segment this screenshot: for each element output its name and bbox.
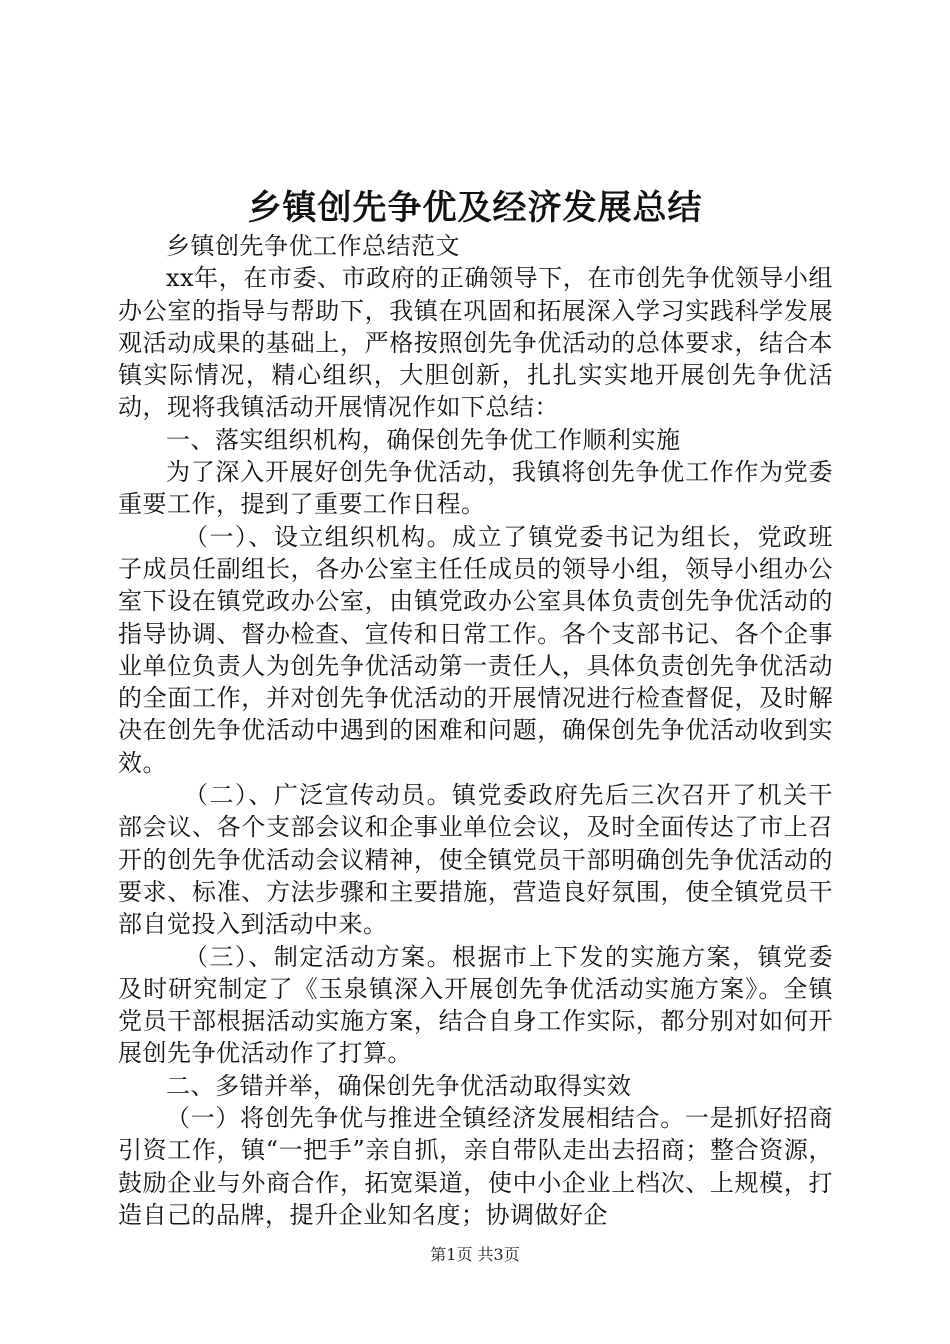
intro-paragraph: xx年，在市委、市政府的正确领导下，在市创先争优领导小组办公室的指导与帮助下，我镇在巩固和拓展深入学习实践科学发展观活动成果的基础上，严格按照创先争优活动的总体要求，结合本镇实际情况，精心组织，大胆创新，扎扎实实地开展创先争优活动，现将我镇活动开展情况作如下总结： [118,264,833,422]
document-title: 乡镇创先争优及经济发展总结 [247,188,703,228]
section-1-item-3-paragraph: （三）、制定活动方案。根据市上下发的实施方案，镇党委及时研究制定了《玉泉镇深入开展创先争优活动实施方案》。全镇党员干部根据活动实施方案，结合自身工作实际，都分别对如何开展创先争优活动作了打算。 [118,942,833,1068]
subtitle-paragraph: 乡镇创先争优工作总结范文 [166,232,460,260]
section-1-item-1-paragraph: （一）、设立组织机构。成立了镇党委书记为组长，党政班子成员任副组长，各办公室主任任成员的领导小组，领导小组办公室下设在镇党政办公室，由镇党政办公室具体负责创先争优活动的指导协调、督办检查、宣传和日常工作。各个支部书记、各个企事业单位负责人为创先争优活动第一责任人，具体负责创先争优活动的全面工作，并对创先争优活动的开展情况进行检查督促，及时解决在创先争优活动中遇到的困难和问题，确保创先争优活动收到实效。 [118,522,833,777]
section-heading-2: 二、多错并举，确保创先争优活动取得实效 [166,1071,632,1100]
document-body [118,230,833,1231]
page-number-footer: 第1页 共3页 [430,1245,520,1264]
section-1-intro-paragraph: 为了深入开展好创先争优活动，我镇将创先争优工作作为党委重要工作，提到了重要工作日程。 [118,458,833,519]
section-1-item-2-paragraph: （二）、广泛宣传动员。镇党委政府先后三次召开了机关干部会议、各个支部会议和企事业单位会议，及时全面传达了市上召开的创先争优活动会议精神，使全镇党员干部明确创先争优活动的要求、标准、方法步骤和主要措施，营造良好氛围，使全镇党员干部自觉投入到活动中来。 [118,781,833,939]
section-2-item-1-paragraph: （一）将创先争优与推进全镇经济发展相结合。一是抓好招商引资工作，镇“一把手”亲自抓，亲自带队走出去招商；整合资源，鼓励企业与外商合作，拓宽渠道，使中小企业上档次、上规模，打造自己的品牌，提升企业知名度；协调做好企 [118,1104,833,1229]
section-heading-1: 一、落实组织机构，确保创先争优工作顺利实施 [166,425,681,454]
